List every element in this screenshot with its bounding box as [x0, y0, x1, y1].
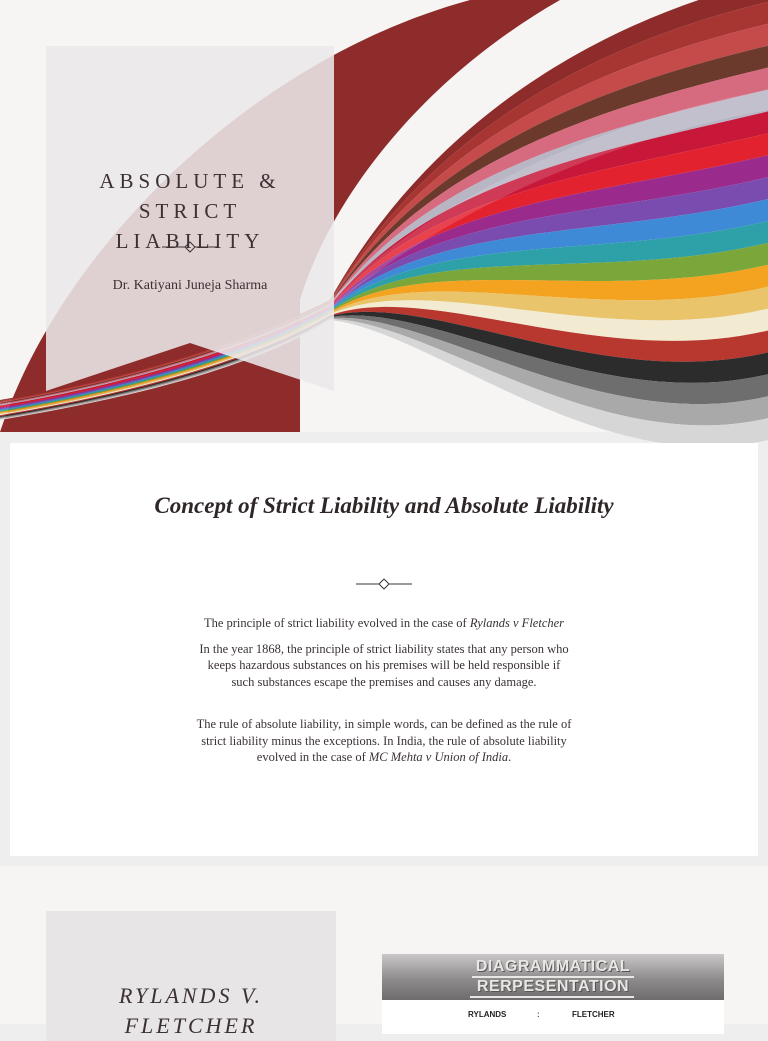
slide-body [195, 615, 573, 775]
title-line: STRICT [138, 199, 242, 223]
slide-title [46, 981, 336, 1041]
title-card [46, 46, 334, 391]
paragraph: The principle of strict liability evolved in the case of Rylands v Fletcher [203, 616, 565, 630]
diagram-title: DIAGRAMMATICAL RERPESENTATION [475, 958, 631, 995]
diagram-image: DIAGRAMMATICAL RERPESENTATION RYLANDS : FLETCHER [382, 954, 724, 1034]
title-slide [0, 0, 768, 432]
diagram-header [382, 954, 724, 1000]
title-line: FLETCHER [124, 1013, 258, 1038]
slide-title: Concept of Strict Liability and Absolute Liability [154, 493, 614, 518]
title-line: RYLANDS V. [118, 983, 264, 1008]
concept-slide [10, 443, 758, 856]
title-card [46, 911, 336, 1041]
paragraph: In the year 1868, the principle of strict liability states that any person who keeps hazardous substances on his premises will be held responsible if such substances escape the premises and causes any damage. [199, 641, 569, 689]
title-line: LIABILITY [115, 229, 265, 253]
case-name: Rylands v Fletcher [469, 616, 565, 630]
title-line: ABSOLUTE & [99, 169, 281, 193]
diamond-divider-icon [356, 577, 412, 591]
paragraph: The rule of absolute liability, in simple words, can be defined as the rule of strict liability minus the exceptions. In India, the rule of absolute liability evolved in the case of MC Mehta v Union of India. [196, 717, 572, 764]
case-name: MC Mehta v Union of India [368, 750, 509, 764]
diagram-label-right: FLETCHER [572, 1010, 615, 1019]
diamond-divider-icon [162, 240, 218, 254]
rylands-slide [0, 866, 768, 1038]
author-name: Dr. Katiyani Juneja Sharma [112, 278, 268, 293]
diagram-label-left: RYLANDS [468, 1010, 507, 1019]
